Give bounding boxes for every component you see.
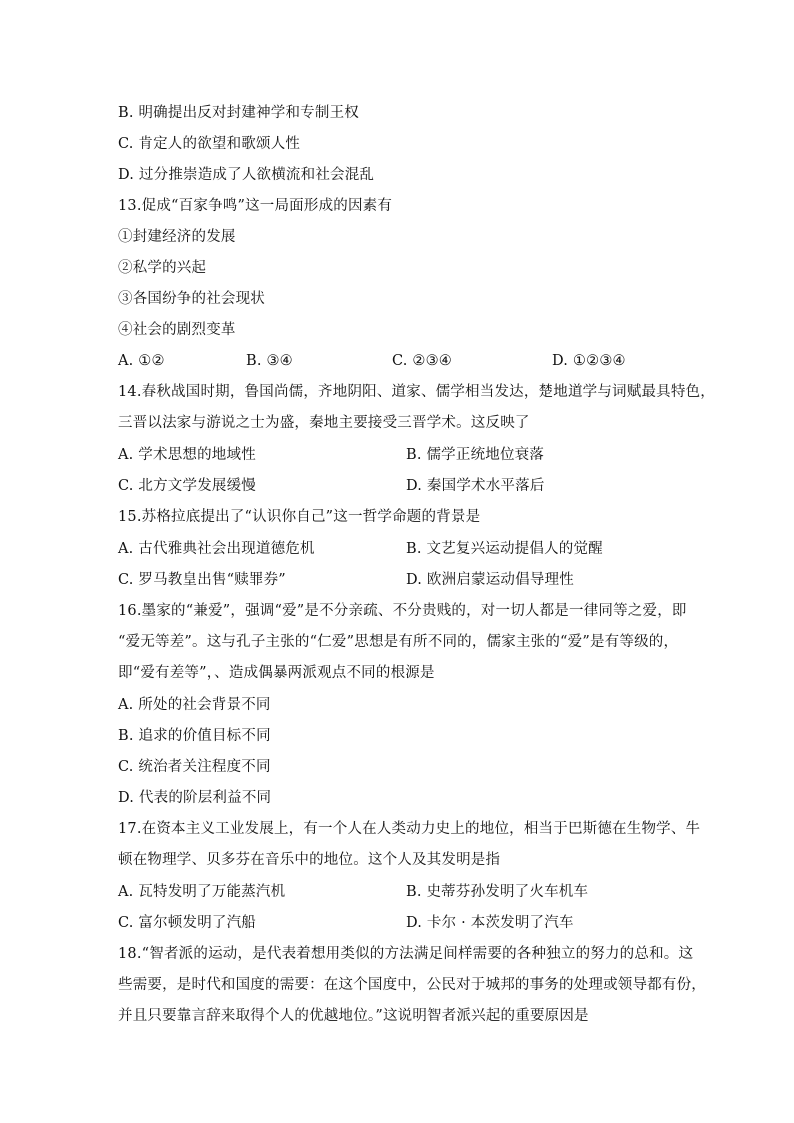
q13-item-4: ④社会的剧烈变革 — [118, 322, 236, 338]
q15-option-a: A. 古代雅典社会出现道德危机 — [118, 541, 315, 557]
q16-stem-line-3: 即“爱有差等”，、造成偶暴两派观点不同的根源是 — [118, 665, 435, 681]
q13-item-1: ①封建经济的发展 — [118, 229, 236, 245]
q13-stem: 13.促成“百家争鸣”这一局面形成的因素有 — [118, 198, 393, 214]
q12-option-c: C. 肯定人的欲望和歌颂人性 — [118, 136, 301, 152]
q18-stem-line-3: 并且只要靠言辞来取得个人的优越地位。”这说明智者派兴起的重要原因是 — [118, 1008, 589, 1024]
q17-option-d: D. 卡尔 · 本茨发明了汽车 — [406, 915, 574, 931]
q15-stem: 15.苏格拉底提出了“认识你自己”这一哲学命题的背景是 — [118, 509, 481, 525]
q16-option-a: A. 所处的社会背景不同 — [118, 697, 271, 713]
q18-stem-line-2: 些需要，是时代和国度的需要：在这个国度中，公民对于城邦的事务的处理或领导都有份， — [118, 977, 706, 993]
q15-option-c: C. 罗马教皇出售“赎罪券” — [118, 572, 286, 588]
q14-stem-line-2: 三晋以法家与游说之士为盛，秦地主要接受三晋学术。这反映了 — [118, 415, 530, 431]
q15-option-d: D. 欧洲启蒙运动倡导理性 — [406, 572, 574, 588]
q16-stem-line-1: 16.墨家的“兼爱”，强调“爱”是不分亲疏、不分贵贱的，对一切人都是一律同等之爱，即 — [118, 603, 687, 619]
q17-stem-line-1: 17.在资本主义工业发展上，有一个人在人类动力史上的地位，相当于巴斯德在生物学、牛 — [118, 821, 701, 837]
q13-item-2: ②私学的兴起 — [118, 260, 207, 276]
q13-option-c: C. ②③④ — [392, 353, 452, 369]
q14-option-a: A. 学术思想的地域性 — [118, 447, 256, 463]
q12-option-b: B. 明确提出反对封建神学和专制王权 — [118, 105, 359, 121]
q12-option-d: D. 过分推崇造成了人欲横流和社会混乱 — [118, 167, 375, 183]
q16-stem-line-2: “爱无等差”。这与孔子主张的“仁爱”思想是有所不同的，儒家主张的“爱”是有等级的， — [118, 634, 679, 650]
q13-option-d: D. ①②③④ — [552, 353, 626, 369]
q14-option-b: B. 儒学正统地位衰落 — [406, 447, 545, 463]
q16-option-d: D. 代表的阶层利益不同 — [118, 790, 272, 806]
q17-option-b: B. 史蒂芬孙发明了火车机车 — [406, 884, 589, 900]
q17-option-c: C. 富尔顿发明了汽船 — [118, 915, 256, 931]
q14-option-d: D. 秦国学术水平落后 — [406, 478, 545, 494]
q17-option-a: A. 瓦特发明了万能蒸汽机 — [118, 884, 286, 900]
q18-stem-line-1: 18.“智者派的运动，是代表着想用类似的方法满足间样需要的各种独立的努力的总和。这 — [118, 946, 694, 962]
q13-option-b: B. ③④ — [246, 353, 293, 369]
q14-stem-line-1: 14.春秋战国时期，鲁国尚儒，齐地阴阳、道家、儒学相当发达，楚地道学与词赋最具特色， — [118, 384, 715, 400]
q13-item-3: ③各国纷争的社会现状 — [118, 291, 265, 307]
q16-option-b: B. 追求的价值目标不同 — [118, 728, 271, 744]
q17-stem-line-2: 顿在物理学、贝多芬在音乐中的地位。这个人及其发明是指 — [118, 852, 501, 868]
q14-option-c: C. 北方文学发展缓慢 — [118, 478, 256, 494]
q16-option-c: C. 统治者关注程度不同 — [118, 759, 271, 775]
q15-option-b: B. 文艺复兴运动提倡人的觉醒 — [406, 541, 603, 557]
q13-option-a: A. ①② — [118, 353, 165, 369]
